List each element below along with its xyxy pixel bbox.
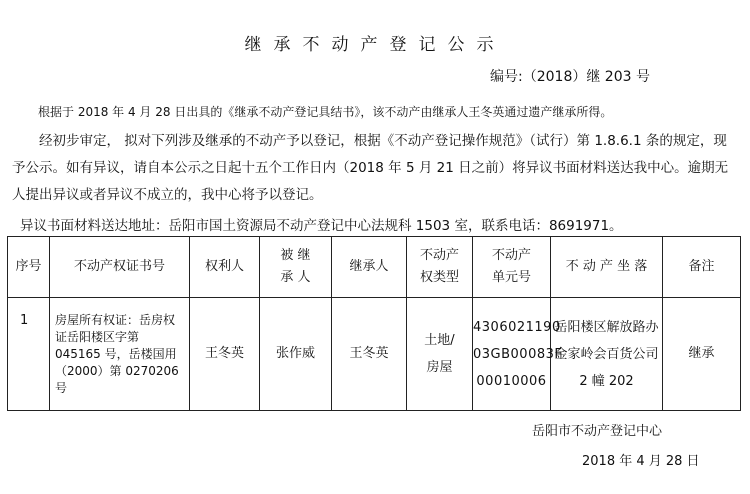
header-cert: 不动产权证书号	[50, 237, 190, 298]
header-type-line1: 不动产	[419, 248, 459, 263]
paragraph-basis: 根据于 2018 年 4 月 28 日出具的《继承不动产登记具结书》，该不动产由继承人王冬英通过遗产继承所得。	[38, 105, 613, 119]
issue-date: 2018 年 4 月 28 日	[582, 454, 700, 469]
header-remark: 备注	[663, 237, 741, 298]
row-location	[551, 298, 663, 411]
row-cert: 房屋所有权证：岳房权证岳阳楼区字第045165 号，岳楼国用（2000）第 0270206 号	[50, 298, 190, 411]
header-location: 不 动 产 坐 落	[551, 237, 663, 298]
header-deceased-line1: 被 继	[280, 248, 311, 263]
issuer-signature: 岳阳市不动产登记中心	[532, 424, 663, 439]
row-remark: 继承	[663, 298, 741, 411]
header-deceased	[260, 237, 332, 298]
row-unit-line1: 4306021190	[473, 319, 561, 335]
row-type	[407, 298, 473, 411]
registration-table	[7, 236, 741, 411]
row-deceased: 张作威	[260, 298, 332, 411]
table-header-row	[8, 237, 741, 298]
row-unit-line2: 03GB00083F	[473, 346, 563, 362]
paragraph-address: 异议书面材料送达地址：岳阳市国土资源局不动产登记中心法规科 1503 室，联系电话：8691971。	[20, 218, 623, 234]
paragraph-notice	[12, 128, 732, 209]
header-type	[407, 237, 473, 298]
header-unit	[473, 237, 551, 298]
row-seq: 1	[8, 298, 50, 411]
header-unit-line1: 不动产	[491, 248, 531, 263]
table-row	[8, 298, 741, 411]
row-heir: 王冬英	[332, 298, 407, 411]
header-deceased-line2: 承 人	[280, 270, 311, 285]
paragraph-notice-text: 经初步审定， 拟对下列涉及继承的不动产予以登记，根据《不动产登记操作规范》（试行）第 1.8.6.1 条的规定，现予公示。如有异议，请自本公示之日起十五个工作日内（2018 年 5 月 21 日之前）将异议书面材料送达我中心。逾期无人提出异议或者异议不成立的，我中心将予以登记。	[12, 133, 729, 203]
row-owner: 王冬英	[190, 298, 260, 411]
row-location-line3: 2 幢 202	[579, 373, 634, 389]
row-unit	[473, 298, 563, 411]
row-unit-line3: 00010006	[476, 373, 547, 389]
header-owner: 权利人	[190, 237, 260, 298]
row-type-line1: 土地/	[424, 333, 455, 348]
header-type-line2: 权类型	[419, 270, 459, 285]
document-number: 编号:（2018）继 203 号	[490, 69, 650, 85]
row-type-line2: 房屋	[426, 360, 453, 375]
header-unit-line2: 单元号	[491, 270, 531, 285]
header-heir: 继承人	[332, 237, 407, 298]
header-seq: 序号	[8, 237, 50, 298]
notice-title: 继承不动产登记公示	[244, 35, 506, 55]
row-location-line1: 岳阳楼区解放路办	[554, 319, 659, 335]
row-location-line2: 金家岭会百货公司	[554, 346, 659, 362]
